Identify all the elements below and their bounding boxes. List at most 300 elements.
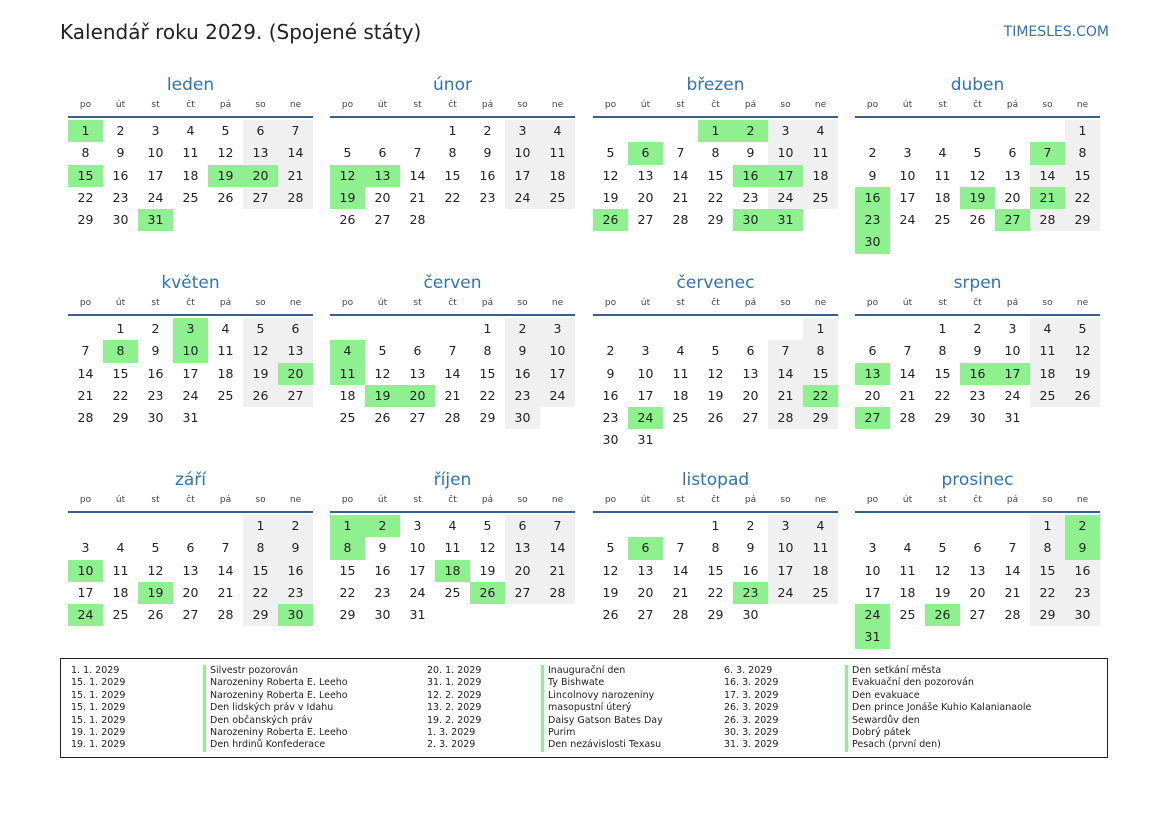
day-cell[interactable]: 15 [707,562,724,578]
day-cell[interactable]: 10 [540,340,575,362]
day-cell[interactable]: 2 [505,318,540,340]
day-cell[interactable]: 9 [483,145,492,161]
day-cell[interactable]: 19 [707,387,724,403]
day-cell[interactable]: 10 [147,145,164,161]
day-cell[interactable]: 30 [505,407,540,429]
day-cell[interactable]: 19 [602,584,619,600]
day-cell[interactable]: 29 [77,212,94,228]
holiday-day-cell[interactable]: 6 [628,537,663,559]
holiday-day-cell[interactable]: 30 [733,209,768,231]
day-cell[interactable]: 25 [899,607,916,623]
day-cell[interactable]: 3 [641,343,650,359]
day-cell[interactable]: 3 [540,318,575,340]
day-cell[interactable]: 11 [899,562,916,578]
day-cell[interactable]: 15 [934,365,951,381]
day-cell[interactable]: 31 [182,410,199,426]
day-cell[interactable]: 4 [540,120,575,142]
day-cell[interactable]: 21 [899,387,916,403]
day-cell[interactable]: 8 [81,145,90,161]
day-cell[interactable]: 13 [1004,167,1021,183]
holiday-day-cell[interactable]: 23 [855,209,890,231]
day-cell[interactable]: 11 [672,365,689,381]
day-cell[interactable]: 2 [278,515,313,537]
holiday-day-cell[interactable]: 27 [855,407,890,429]
day-cell[interactable]: 6 [413,343,422,359]
holiday-day-cell[interactable]: 16 [960,363,995,385]
day-cell[interactable]: 22 [707,189,724,205]
holiday-day-cell[interactable]: 23 [733,582,768,604]
day-cell[interactable]: 28 [768,407,803,429]
holiday-day-cell[interactable]: 31 [138,209,173,231]
day-cell[interactable]: 8 [711,145,720,161]
holiday-day-cell[interactable]: 26 [925,604,960,626]
day-cell[interactable]: 27 [243,187,278,209]
day-cell[interactable]: 23 [505,385,540,407]
day-cell[interactable]: 17 [864,584,881,600]
day-cell[interactable]: 23 [278,582,313,604]
day-cell[interactable]: 22 [243,582,278,604]
day-cell[interactable]: 26 [147,607,164,623]
day-cell[interactable]: 13 [278,340,313,362]
day-cell[interactable]: 15 [112,365,129,381]
day-cell[interactable]: 20 [182,584,199,600]
day-cell[interactable]: 17 [182,365,199,381]
day-cell[interactable]: 8 [1030,537,1065,559]
day-cell[interactable]: 11 [803,537,838,559]
day-cell[interactable]: 15 [339,562,356,578]
day-cell[interactable]: 4 [803,120,838,142]
day-cell[interactable]: 12 [243,340,278,362]
holiday-day-cell[interactable]: 20 [400,385,435,407]
day-cell[interactable]: 21 [77,387,94,403]
day-cell[interactable]: 24 [540,385,575,407]
day-cell[interactable]: 18 [112,584,129,600]
day-cell[interactable]: 27 [409,410,426,426]
holiday-day-cell[interactable]: 2 [733,120,768,142]
holiday-day-cell[interactable]: 2 [1065,515,1100,537]
day-cell[interactable]: 14 [409,167,426,183]
day-cell[interactable]: 22 [112,387,129,403]
day-cell[interactable]: 8 [483,343,492,359]
day-cell[interactable]: 10 [768,142,803,164]
day-cell[interactable]: 28 [444,410,461,426]
day-cell[interactable]: 17 [147,167,164,183]
day-cell[interactable]: 13 [409,365,426,381]
day-cell[interactable]: 15 [1030,560,1065,582]
day-cell[interactable]: 29 [803,407,838,429]
day-cell[interactable]: 22 [77,189,94,205]
holiday-day-cell[interactable]: 17 [768,165,803,187]
day-cell[interactable]: 11 [540,142,575,164]
day-cell[interactable]: 11 [803,142,838,164]
day-cell[interactable]: 6 [378,145,387,161]
day-cell[interactable]: 13 [637,167,654,183]
holiday-day-cell[interactable]: 18 [435,560,470,582]
day-cell[interactable]: 2 [116,123,125,138]
day-cell[interactable]: 20 [637,584,654,600]
day-cell[interactable]: 13 [742,365,759,381]
holiday-day-cell[interactable]: 19 [138,582,173,604]
day-cell[interactable]: 30 [969,410,986,426]
day-cell[interactable]: 7 [540,515,575,537]
day-cell[interactable]: 22 [444,189,461,205]
day-cell[interactable]: 18 [803,560,838,582]
day-cell[interactable]: 25 [803,187,838,209]
day-cell[interactable]: 8 [938,343,947,359]
day-cell[interactable]: 6 [278,318,313,340]
day-cell[interactable]: 24 [147,189,164,205]
day-cell[interactable]: 12 [479,540,496,556]
day-cell[interactable]: 1 [448,123,457,138]
day-cell[interactable]: 28 [672,212,689,228]
day-cell[interactable]: 5 [973,145,982,161]
day-cell[interactable]: 14 [444,365,461,381]
day-cell[interactable]: 29 [112,410,129,426]
holiday-day-cell[interactable]: 24 [628,407,663,429]
day-cell[interactable]: 24 [899,212,916,228]
holiday-day-cell[interactable]: 31 [855,626,890,648]
holiday-day-cell[interactable]: 31 [768,209,803,231]
day-cell[interactable]: 21 [217,584,234,600]
day-cell[interactable]: 4 [803,515,838,537]
day-cell[interactable]: 27 [637,212,654,228]
day-cell[interactable]: 28 [1030,209,1065,231]
day-cell[interactable]: 21 [768,385,803,407]
day-cell[interactable]: 24 [768,582,803,604]
holiday-day-cell[interactable]: 19 [960,187,995,209]
day-cell[interactable]: 12 [934,562,951,578]
day-cell[interactable]: 25 [540,187,575,209]
holiday-day-cell[interactable]: 6 [628,142,663,164]
day-cell[interactable]: 9 [378,540,387,556]
day-cell[interactable]: 23 [374,584,391,600]
day-cell[interactable]: 18 [339,387,356,403]
day-cell[interactable]: 25 [182,189,199,205]
holiday-day-cell[interactable]: 10 [68,560,103,582]
day-cell[interactable]: 28 [278,187,313,209]
day-cell[interactable]: 16 [602,387,619,403]
day-cell[interactable]: 14 [672,167,689,183]
day-cell[interactable]: 30 [374,607,391,623]
day-cell[interactable]: 3 [1008,321,1017,336]
day-cell[interactable]: 2 [151,321,160,336]
day-cell[interactable]: 29 [479,410,496,426]
day-cell[interactable]: 24 [768,187,803,209]
day-cell[interactable]: 4 [186,123,195,138]
day-cell[interactable]: 2 [483,123,492,138]
day-cell[interactable]: 29 [339,607,356,623]
day-cell[interactable]: 3 [81,540,90,556]
day-cell[interactable]: 7 [413,145,422,161]
day-cell[interactable]: 4 [676,343,685,359]
holiday-day-cell[interactable]: 30 [278,604,313,626]
day-cell[interactable]: 25 [672,410,689,426]
holiday-day-cell[interactable]: 13 [855,363,890,385]
day-cell[interactable]: 30 [147,410,164,426]
day-cell[interactable]: 31 [1004,410,1021,426]
day-cell[interactable]: 28 [672,607,689,623]
day-cell[interactable]: 20 [742,387,759,403]
day-cell[interactable]: 26 [339,212,356,228]
day-cell[interactable]: 25 [444,584,461,600]
day-cell[interactable]: 7 [448,343,457,359]
day-cell[interactable]: 29 [934,410,951,426]
day-cell[interactable]: 10 [409,540,426,556]
day-cell[interactable]: 26 [969,212,986,228]
day-cell[interactable]: 8 [448,145,457,161]
day-cell[interactable]: 5 [151,540,160,556]
day-cell[interactable]: 19 [934,584,951,600]
holiday-day-cell[interactable]: 30 [855,231,890,253]
day-cell[interactable]: 10 [505,142,540,164]
holiday-day-cell[interactable]: 9 [1065,537,1100,559]
day-cell[interactable]: 7 [676,540,685,556]
day-cell[interactable]: 24 [409,584,426,600]
day-cell[interactable]: 12 [1065,340,1100,362]
day-cell[interactable]: 26 [602,607,619,623]
day-cell[interactable]: 28 [77,410,94,426]
day-cell[interactable]: 29 [707,212,724,228]
day-cell[interactable]: 1 [938,321,947,336]
day-cell[interactable]: 5 [711,343,720,359]
holiday-day-cell[interactable]: 4 [330,340,365,362]
day-cell[interactable]: 5 [606,145,615,161]
day-cell[interactable]: 25 [112,607,129,623]
day-cell[interactable]: 1 [1065,120,1100,142]
day-cell[interactable]: 5 [1065,318,1100,340]
day-cell[interactable]: 3 [505,120,540,142]
day-cell[interactable]: 27 [278,385,313,407]
day-cell[interactable]: 23 [742,189,759,205]
day-cell[interactable]: 7 [1008,540,1017,556]
day-cell[interactable]: 2 [746,518,755,533]
holiday-day-cell[interactable]: 13 [365,165,400,187]
day-cell[interactable]: 3 [903,145,912,161]
day-cell[interactable]: 18 [182,167,199,183]
day-cell[interactable]: 3 [768,120,803,142]
day-cell[interactable]: 5 [483,518,492,533]
day-cell[interactable]: 28 [217,607,234,623]
day-cell[interactable]: 15 [444,167,461,183]
day-cell[interactable]: 18 [934,189,951,205]
holiday-day-cell[interactable]: 20 [278,363,313,385]
day-cell[interactable]: 26 [1065,385,1100,407]
day-cell[interactable]: 5 [221,123,230,138]
day-cell[interactable]: 3 [868,540,877,556]
holiday-day-cell[interactable]: 24 [855,604,890,626]
day-cell[interactable]: 9 [606,365,615,381]
holiday-day-cell[interactable]: 19 [365,385,400,407]
day-cell[interactable]: 26 [374,410,391,426]
holiday-day-cell[interactable]: 2 [365,515,400,537]
holiday-day-cell[interactable]: 8 [103,340,138,362]
day-cell[interactable]: 13 [505,537,540,559]
day-cell[interactable]: 6 [868,343,877,359]
day-cell[interactable]: 14 [1030,165,1065,187]
day-cell[interactable]: 19 [1065,363,1100,385]
day-cell[interactable]: 27 [742,410,759,426]
day-cell[interactable]: 2 [973,321,982,336]
day-cell[interactable]: 27 [505,582,540,604]
holiday-day-cell[interactable]: 22 [803,385,838,407]
day-cell[interactable]: 12 [707,365,724,381]
day-cell[interactable]: 4 [1030,318,1065,340]
day-cell[interactable]: 23 [602,410,619,426]
day-cell[interactable]: 21 [672,189,689,205]
day-cell[interactable]: 26 [217,189,234,205]
day-cell[interactable]: 22 [479,387,496,403]
day-cell[interactable]: 1 [1030,515,1065,537]
day-cell[interactable]: 14 [899,365,916,381]
day-cell[interactable]: 16 [147,365,164,381]
day-cell[interactable]: 22 [1065,187,1100,209]
day-cell[interactable]: 23 [969,387,986,403]
holiday-day-cell[interactable]: 10 [173,340,208,362]
day-cell[interactable]: 29 [243,604,278,626]
day-cell[interactable]: 5 [938,540,947,556]
day-cell[interactable]: 29 [707,607,724,623]
day-cell[interactable]: 25 [1030,385,1065,407]
day-cell[interactable]: 6 [746,343,755,359]
day-cell[interactable]: 11 [182,145,199,161]
day-cell[interactable]: 30 [602,432,619,448]
day-cell[interactable]: 19 [479,562,496,578]
day-cell[interactable]: 16 [742,562,759,578]
day-cell[interactable]: 26 [707,410,724,426]
day-cell[interactable]: 29 [1030,604,1065,626]
day-cell[interactable]: 23 [147,387,164,403]
day-cell[interactable]: 17 [77,584,94,600]
day-cell[interactable]: 17 [409,562,426,578]
day-cell[interactable]: 14 [768,363,803,385]
day-cell[interactable]: 17 [505,165,540,187]
day-cell[interactable]: 13 [182,562,199,578]
day-cell[interactable]: 17 [899,189,916,205]
day-cell[interactable]: 20 [505,560,540,582]
holiday-day-cell[interactable]: 12 [330,165,365,187]
day-cell[interactable]: 1 [243,515,278,537]
day-cell[interactable]: 18 [803,165,838,187]
day-cell[interactable]: 21 [278,165,313,187]
holiday-day-cell[interactable]: 27 [995,209,1030,231]
day-cell[interactable]: 21 [540,560,575,582]
day-cell[interactable]: 10 [637,365,654,381]
day-cell[interactable]: 7 [221,540,230,556]
holiday-day-cell[interactable]: 21 [1030,187,1065,209]
day-cell[interactable]: 31 [637,432,654,448]
day-cell[interactable]: 9 [868,167,877,183]
day-cell[interactable]: 14 [77,365,94,381]
day-cell[interactable]: 19 [243,363,278,385]
day-cell[interactable]: 21 [1004,584,1021,600]
day-cell[interactable]: 11 [1030,340,1065,362]
day-cell[interactable]: 4 [221,321,230,336]
day-cell[interactable]: 3 [151,123,160,138]
day-cell[interactable]: 5 [343,145,352,161]
day-cell[interactable]: 7 [676,145,685,161]
day-cell[interactable]: 18 [672,387,689,403]
day-cell[interactable]: 8 [711,540,720,556]
holiday-day-cell[interactable]: 17 [995,363,1030,385]
day-cell[interactable]: 10 [768,537,803,559]
holiday-day-cell[interactable]: 16 [855,187,890,209]
day-cell[interactable]: 15 [803,363,838,385]
day-cell[interactable]: 16 [112,167,129,183]
day-cell[interactable]: 4 [938,145,947,161]
day-cell[interactable]: 22 [339,584,356,600]
day-cell[interactable]: 21 [672,584,689,600]
day-cell[interactable]: 24 [1004,387,1021,403]
day-cell[interactable]: 16 [479,167,496,183]
day-cell[interactable]: 14 [278,142,313,164]
day-cell[interactable]: 30 [112,212,129,228]
day-cell[interactable]: 25 [217,387,234,403]
day-cell[interactable]: 9 [973,343,982,359]
day-cell[interactable]: 3 [768,515,803,537]
day-cell[interactable]: 4 [903,540,912,556]
day-cell[interactable]: 18 [540,165,575,187]
day-cell[interactable]: 17 [540,363,575,385]
holiday-day-cell[interactable]: 26 [470,582,505,604]
day-cell[interactable]: 20 [969,584,986,600]
day-cell[interactable]: 8 [803,340,838,362]
day-cell[interactable]: 23 [1065,582,1100,604]
day-cell[interactable]: 14 [217,562,234,578]
day-cell[interactable]: 28 [540,582,575,604]
day-cell[interactable]: 12 [602,167,619,183]
holiday-day-cell[interactable]: 11 [330,363,365,385]
day-cell[interactable]: 7 [278,120,313,142]
day-cell[interactable]: 3 [413,518,422,533]
day-cell[interactable]: 16 [1065,560,1100,582]
day-cell[interactable]: 15 [479,365,496,381]
day-cell[interactable]: 27 [374,212,391,228]
day-cell[interactable]: 6 [973,540,982,556]
day-cell[interactable]: 8 [1065,142,1100,164]
holiday-day-cell[interactable]: 16 [733,165,768,187]
day-cell[interactable]: 13 [969,562,986,578]
day-cell[interactable]: 22 [1030,582,1065,604]
day-cell[interactable]: 15 [1065,165,1100,187]
day-cell[interactable]: 9 [278,537,313,559]
holiday-day-cell[interactable]: 19 [208,165,243,187]
holiday-day-cell[interactable]: 1 [330,515,365,537]
holiday-day-cell[interactable]: 1 [68,120,103,142]
day-cell[interactable]: 28 [1004,607,1021,623]
day-cell[interactable]: 9 [116,145,125,161]
day-cell[interactable]: 13 [637,562,654,578]
day-cell[interactable]: 19 [602,189,619,205]
day-cell[interactable]: 21 [409,189,426,205]
day-cell[interactable]: 7 [81,343,90,359]
day-cell[interactable]: 1 [116,321,125,336]
day-cell[interactable]: 30 [742,607,759,623]
day-cell[interactable]: 28 [899,410,916,426]
holiday-day-cell[interactable]: 24 [68,604,103,626]
day-cell[interactable]: 2 [868,145,877,161]
holiday-day-cell[interactable]: 8 [330,537,365,559]
day-cell[interactable]: 30 [1065,604,1100,626]
day-cell[interactable]: 27 [969,607,986,623]
day-cell[interactable]: 11 [112,562,129,578]
day-cell[interactable]: 28 [409,212,426,228]
day-cell[interactable]: 12 [147,562,164,578]
day-cell[interactable]: 6 [243,120,278,142]
day-cell[interactable]: 26 [243,385,278,407]
day-cell[interactable]: 5 [378,343,387,359]
day-cell[interactable]: 13 [243,142,278,164]
day-cell[interactable]: 20 [637,189,654,205]
